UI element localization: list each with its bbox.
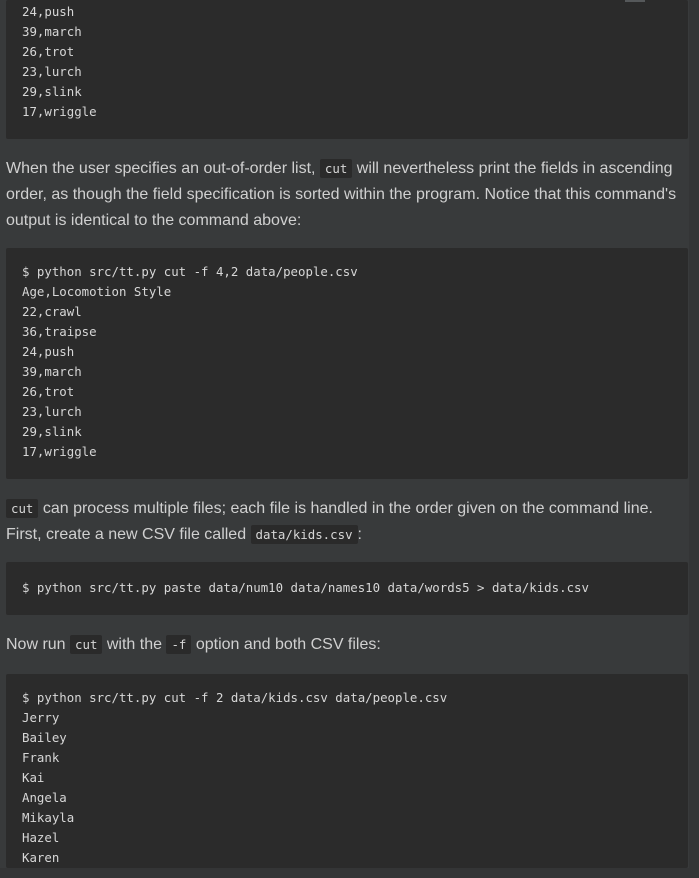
code-block-cut-f-2 [6,674,688,868]
code-line: Hazel [22,830,60,845]
paragraph-text: When the user specifies an out-of-order list, [6,160,320,177]
code-line: 29,slink [22,84,82,99]
paragraph-text: Now run [6,636,71,653]
vertical-scrollbar[interactable] [689,0,699,878]
paragraph-text: can process multiple files; each file is handled in the order given on the command line. First, create a new CSV file called [6,500,653,543]
code-line: $ python src/tt.py cut -f 2 data/kids.csv data/people.csv [22,690,448,705]
top-scroll-indicator[interactable] [625,0,645,2]
code-line: Kai [22,770,45,785]
code-line: Jerry [22,710,60,725]
code-line: 17,wriggle [22,104,97,119]
paragraph-multiple-files [6,496,684,548]
paragraph-text: option and both CSV files: [191,636,381,653]
code-line: Mikayla [22,810,75,825]
code-line: Angela [22,790,67,805]
code-line: 26,trot [22,44,75,59]
code-line: 23,lurch [22,404,82,419]
horizontal-scrollbar[interactable] [0,868,699,878]
inline-code-cut: cut [6,499,38,518]
code-line: 39,march [22,364,82,379]
paragraph-text: with the [102,636,167,653]
code-line: Karen [22,850,60,865]
inline-code-cut: cut [320,159,352,178]
paragraph-text: : [357,526,362,543]
paragraph-sorted-fields [6,156,684,234]
code-line: 23,lurch [22,64,82,79]
code-block-output-1 [6,0,688,139]
code-line: 22,crawl [22,304,82,319]
code-line: 29,slink [22,424,82,439]
code-line: 26,trot [22,384,75,399]
inline-code-cut: cut [70,635,102,654]
code-block-cut-4-2 [6,248,688,479]
code-line: Frank [22,750,60,765]
code-line: 17,wriggle [22,444,97,459]
code-line: Bailey [22,730,67,745]
code-line: 36,traipse [22,324,97,339]
code-block-paste [6,562,688,615]
code-line: Age,Locomotion Style [22,284,172,299]
inline-code-f-option: -f [166,635,191,654]
paragraph-text: will nevertheless print the fields in ascending order, as though the field specification is sorted within the program. Notice that this command's output is identical to the command above: [6,160,677,229]
code-line: 24,push [22,4,75,19]
code-line: 39,march [22,24,82,39]
code-line: 24,push [22,344,75,359]
code-line: $ python src/tt.py cut -f 4,2 data/people.csv [22,264,358,279]
code-line: $ python src/tt.py paste data/num10 data/names10 data/words5 > data/kids.csv [22,580,589,595]
paragraph-run-cut [6,632,684,658]
inline-code-kids-csv: data/kids.csv [251,525,358,544]
